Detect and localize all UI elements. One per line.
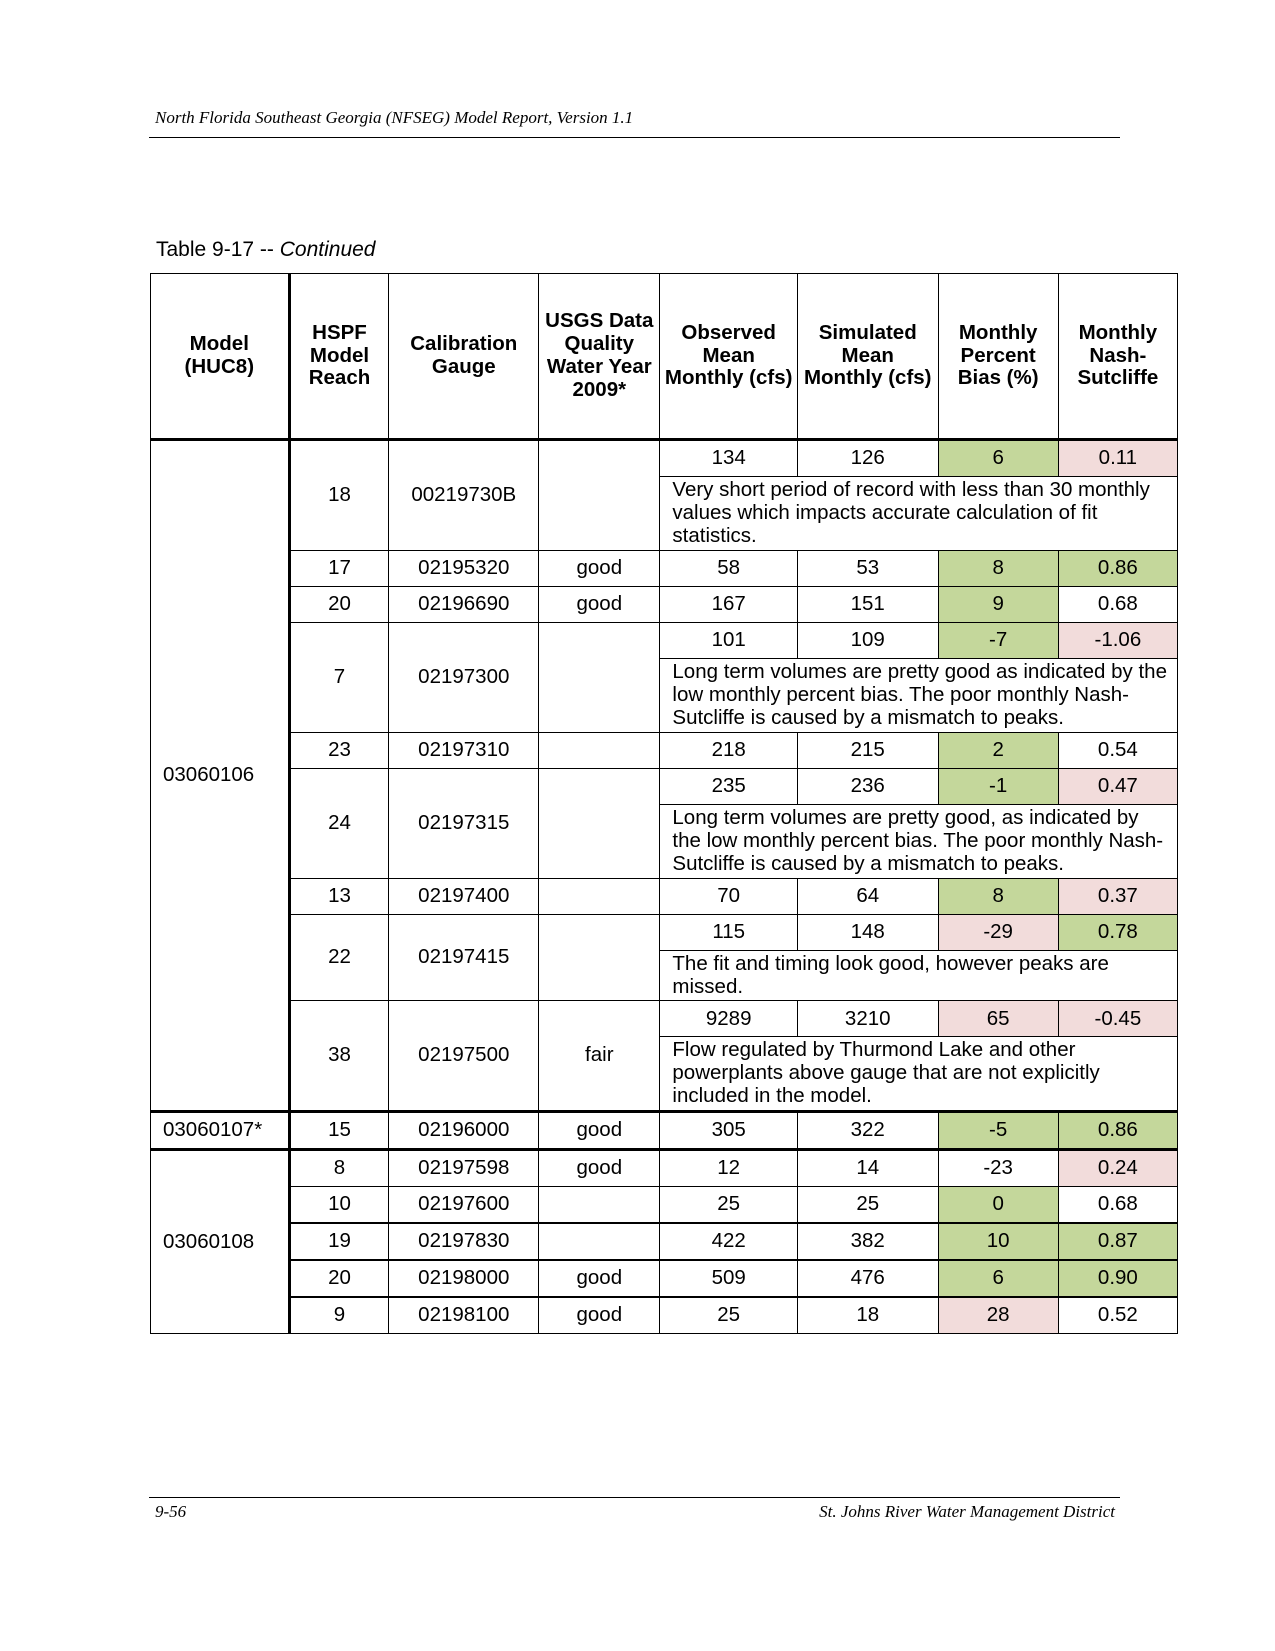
- reach-cell: 10: [289, 1187, 389, 1224]
- table-row: [151, 1187, 1178, 1224]
- column-header-bias: Monthly Percent Bias (%): [938, 274, 1058, 440]
- table-row: [151, 914, 1178, 950]
- reach-cell: 23: [289, 732, 389, 768]
- table-row: [151, 622, 1178, 658]
- table-row: [151, 1112, 1178, 1150]
- bias-cell: -1: [938, 768, 1058, 804]
- gauge-cell: 02197500: [389, 1001, 539, 1112]
- nse-cell: 0.47: [1058, 768, 1177, 804]
- simulated-cell: 25: [797, 1187, 938, 1224]
- observed-cell: 305: [660, 1112, 798, 1150]
- gauge-cell: 02198000: [389, 1260, 539, 1297]
- gauge-cell: 02197400: [389, 878, 539, 914]
- observed-cell: 167: [660, 586, 798, 622]
- bias-cell: 8: [938, 550, 1058, 586]
- gauge-cell: 02197300: [389, 622, 539, 732]
- bias-cell: 6: [938, 440, 1058, 477]
- simulated-cell: 109: [797, 622, 938, 658]
- footer-organization: St. Johns River Water Management District: [819, 1502, 1115, 1521]
- reach-cell: 9: [289, 1297, 389, 1334]
- reach-cell: 19: [289, 1223, 389, 1260]
- gauge-cell: 02198100: [389, 1297, 539, 1334]
- gauge-cell: 02197600: [389, 1187, 539, 1224]
- table-row: [151, 878, 1178, 914]
- nse-cell: 0.87: [1058, 1223, 1177, 1260]
- reach-cell: 24: [289, 768, 389, 878]
- gauge-cell: 02196000: [389, 1112, 539, 1150]
- quality-cell: [539, 768, 660, 878]
- simulated-cell: 148: [797, 914, 938, 950]
- table-row: [151, 1223, 1178, 1260]
- nse-cell: 0.68: [1058, 1187, 1177, 1224]
- quality-cell: good: [539, 1297, 660, 1334]
- simulated-cell: 14: [797, 1150, 938, 1187]
- bias-cell: 0: [938, 1187, 1058, 1224]
- nse-cell: -1.06: [1058, 622, 1177, 658]
- simulated-cell: 151: [797, 586, 938, 622]
- note-cell: Flow regulated by Thurmond Lake and other powerplants above gauge that are not explicitly included in the model.: [660, 1037, 1178, 1112]
- note-cell: The fit and timing look good, however peaks are missed.: [660, 950, 1178, 1001]
- nse-cell: 0.24: [1058, 1150, 1177, 1187]
- nse-cell: 0.52: [1058, 1297, 1177, 1334]
- reach-cell: 22: [289, 914, 389, 1001]
- calibration-table: [150, 273, 1178, 1334]
- observed-cell: 70: [660, 878, 798, 914]
- simulated-cell: 3210: [797, 1001, 938, 1037]
- quality-cell: good: [539, 550, 660, 586]
- gauge-cell: 02195320: [389, 550, 539, 586]
- simulated-cell: 64: [797, 878, 938, 914]
- footer-rule: [149, 1497, 1120, 1498]
- header-row: [151, 274, 1178, 440]
- bias-cell: 2: [938, 732, 1058, 768]
- simulated-cell: 236: [797, 768, 938, 804]
- observed-cell: 12: [660, 1150, 798, 1187]
- table-row: [151, 550, 1178, 586]
- table-caption: [156, 238, 375, 262]
- table-row: [151, 586, 1178, 622]
- gauge-cell: 02197310: [389, 732, 539, 768]
- observed-cell: 422: [660, 1223, 798, 1260]
- reach-cell: 20: [289, 586, 389, 622]
- note-cell: Long term volumes are pretty good as indicated by the low monthly percent bias. The poor monthly Nash-Sutcliffe is caused by a mismatch to peaks.: [660, 658, 1178, 732]
- bias-cell: 6: [938, 1260, 1058, 1297]
- observed-cell: 101: [660, 622, 798, 658]
- nse-cell: 0.86: [1058, 1112, 1177, 1150]
- observed-cell: 25: [660, 1187, 798, 1224]
- model-huc8-cell: 03060108: [151, 1150, 290, 1334]
- table-body: [151, 440, 1178, 1334]
- reach-cell: 38: [289, 1001, 389, 1112]
- bias-cell: -5: [938, 1112, 1058, 1150]
- column-header-observed: Observed Mean Monthly (cfs): [660, 274, 798, 440]
- caption-continued: Continued: [279, 238, 376, 261]
- gauge-cell: 02197830: [389, 1223, 539, 1260]
- table-row: [151, 440, 1178, 477]
- nse-cell: 0.11: [1058, 440, 1177, 477]
- column-header-nse: Monthly Nash-Sutcliffe: [1058, 274, 1177, 440]
- gauge-cell: 02197415: [389, 914, 539, 1001]
- bias-cell: 28: [938, 1297, 1058, 1334]
- quality-cell: good: [539, 1260, 660, 1297]
- reach-cell: 8: [289, 1150, 389, 1187]
- quality-cell: good: [539, 1112, 660, 1150]
- reach-cell: 20: [289, 1260, 389, 1297]
- column-header-reach: HSPF Model Reach: [289, 274, 389, 440]
- bias-cell: 65: [938, 1001, 1058, 1037]
- bias-cell: 9: [938, 586, 1058, 622]
- column-header-quality: USGS Data Quality Water Year 2009*: [539, 274, 660, 440]
- note-cell: Long term volumes are pretty good, as indicated by the low monthly percent bias. The poor monthly Nash-Sutcliffe is caused by a mismatch to peaks.: [660, 804, 1178, 878]
- quality-cell: good: [539, 586, 660, 622]
- table-row: [151, 1297, 1178, 1334]
- quality-cell: [539, 914, 660, 1001]
- gauge-cell: 02197315: [389, 768, 539, 878]
- table-row: [151, 732, 1178, 768]
- gauge-cell: 02196690: [389, 586, 539, 622]
- bias-cell: 10: [938, 1223, 1058, 1260]
- simulated-cell: 53: [797, 550, 938, 586]
- reach-cell: 7: [289, 622, 389, 732]
- reach-cell: 17: [289, 550, 389, 586]
- nse-cell: 0.86: [1058, 550, 1177, 586]
- quality-cell: [539, 732, 660, 768]
- reach-cell: 13: [289, 878, 389, 914]
- caption-label: Table 9-17 --: [156, 238, 280, 261]
- model-huc8-cell: 03060107*: [151, 1112, 290, 1150]
- simulated-cell: 322: [797, 1112, 938, 1150]
- bias-cell: -23: [938, 1150, 1058, 1187]
- nse-cell: 0.54: [1058, 732, 1177, 768]
- bias-cell: -29: [938, 914, 1058, 950]
- table-row: [151, 1260, 1178, 1297]
- nse-cell: 0.37: [1058, 878, 1177, 914]
- quality-cell: [539, 878, 660, 914]
- observed-cell: 134: [660, 440, 798, 477]
- nse-cell: 0.78: [1058, 914, 1177, 950]
- simulated-cell: 476: [797, 1260, 938, 1297]
- quality-cell: [539, 1187, 660, 1224]
- simulated-cell: 126: [797, 440, 938, 477]
- observed-cell: 58: [660, 550, 798, 586]
- reach-cell: 18: [289, 440, 389, 551]
- nse-cell: 0.90: [1058, 1260, 1177, 1297]
- bias-cell: -7: [938, 622, 1058, 658]
- reach-cell: 15: [289, 1112, 389, 1150]
- observed-cell: 509: [660, 1260, 798, 1297]
- nse-cell: -0.45: [1058, 1001, 1177, 1037]
- quality-cell: [539, 622, 660, 732]
- gauge-cell: 00219730B: [389, 440, 539, 551]
- observed-cell: 115: [660, 914, 798, 950]
- column-header-simulated: Simulated Mean Monthly (cfs): [797, 274, 938, 440]
- observed-cell: 235: [660, 768, 798, 804]
- simulated-cell: 215: [797, 732, 938, 768]
- simulated-cell: 18: [797, 1297, 938, 1334]
- quality-cell: good: [539, 1150, 660, 1187]
- quality-cell: [539, 1223, 660, 1260]
- observed-cell: 218: [660, 732, 798, 768]
- note-cell: Very short period of record with less than 30 monthly values which impacts accurate calculation of fit statistics.: [660, 477, 1178, 551]
- header-rule: [149, 137, 1120, 138]
- observed-cell: 9289: [660, 1001, 798, 1037]
- model-huc8-cell: 03060106: [151, 440, 290, 1112]
- bias-cell: 8: [938, 878, 1058, 914]
- simulated-cell: 382: [797, 1223, 938, 1260]
- gauge-cell: 02197598: [389, 1150, 539, 1187]
- running-header: North Florida Southeast Georgia (NFSEG) Model Report, Version 1.1: [155, 108, 634, 127]
- footer-page-number: 9-56: [155, 1502, 187, 1521]
- column-header-model: Model (HUC8): [151, 274, 290, 440]
- quality-cell: [539, 440, 660, 551]
- quality-cell: fair: [539, 1001, 660, 1112]
- table-row: [151, 768, 1178, 804]
- table-row: [151, 1001, 1178, 1037]
- nse-cell: 0.68: [1058, 586, 1177, 622]
- column-header-gauge: Calibration Gauge: [389, 274, 539, 440]
- table-row: [151, 1150, 1178, 1187]
- observed-cell: 25: [660, 1297, 798, 1334]
